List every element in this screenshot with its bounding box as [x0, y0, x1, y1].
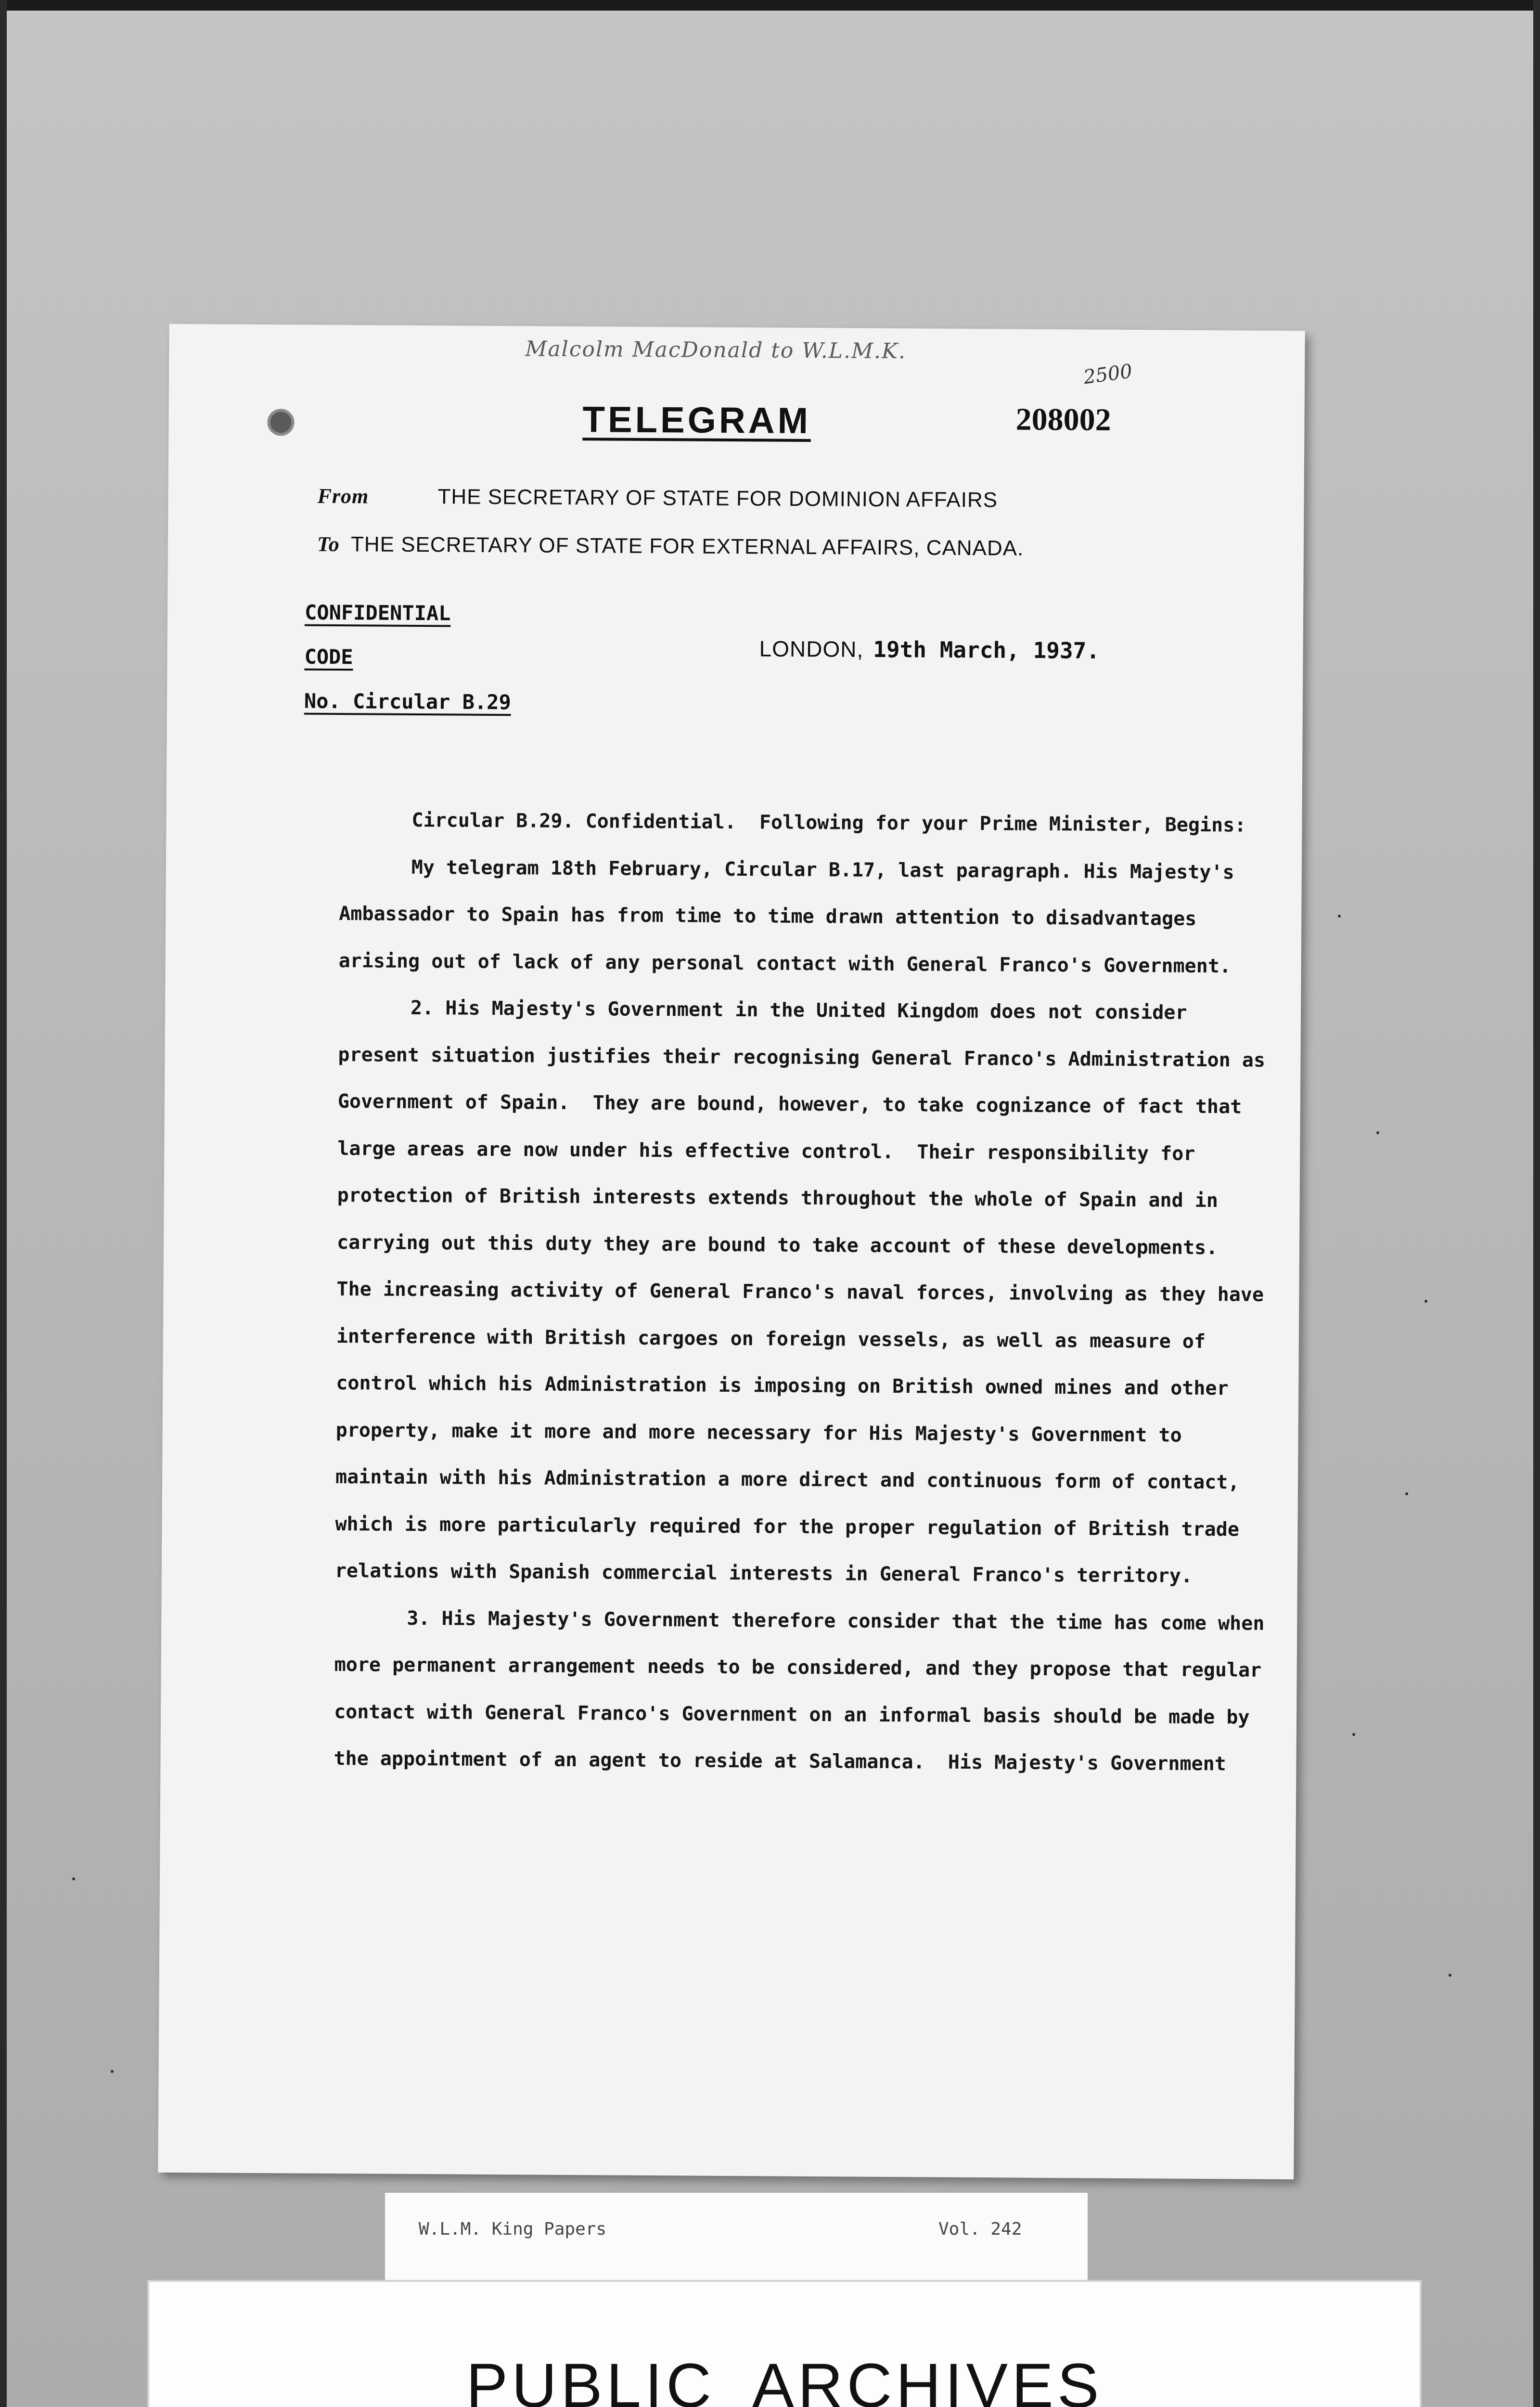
paragraph-intro: Circular B.29. Confidential. Following for your Prime Minister, Begins:: [411, 809, 1246, 837]
circular-number: No. Circular B.29: [304, 689, 511, 714]
classification-label: CONFIDENTIAL: [304, 600, 451, 625]
dust-speck: [1376, 1131, 1379, 1134]
film-border-top: [0, 0, 1540, 11]
handwritten-annotation-margin: 2500: [1082, 360, 1134, 389]
telegram-page: [158, 324, 1305, 2179]
place-date: [759, 635, 1100, 663]
dust-speck: [1338, 915, 1341, 918]
code-label: CODE: [304, 645, 353, 669]
telegram-title: TELEGRAM: [582, 399, 811, 441]
film-border-left: [0, 0, 7, 2407]
from-prefix: From: [317, 484, 369, 508]
dust-speck: [1449, 1974, 1451, 1977]
paragraph-2: 2. His Majesty's Government in the United Kingdom does not consider present situation justifies their recognising General Franco's Administration as Government of Spain. They are bound, however, to take cognizance of fact that large areas are now under his effective control. Their responsibility for protection of British interests extends throughout the whole of Spain and in carrying out this duty they are bound to take account of these developments. The increasing activity of General Franco's naval forces, involving as they have interference with British cargoes on foreign vessels, as well as measure of control which his Administration is imposing on British owned mines and other property, make it more and more necessary for His Majesty's Government to maintain with his Administration a more direct and continuous form of contact, which is more particularly required for the proper regulation of British trade relations with Spanish commercial interests in General Franco's territory.: [334, 996, 1277, 1587]
archive-name-english: PUBLIC ARCHIVES: [466, 2350, 1103, 2407]
telegram-body: [334, 797, 1277, 1788]
film-border-right: [1533, 0, 1540, 2407]
from-line: [317, 484, 998, 513]
to-line: [317, 532, 1024, 561]
to-prefix: To: [317, 532, 340, 556]
from-sender: THE SECRETARY OF STATE FOR DOMINION AFFAIRS: [437, 485, 998, 512]
dust-speck: [1405, 1492, 1408, 1495]
classification-block: [304, 599, 512, 734]
dust-speck: [72, 1877, 75, 1880]
paragraph-3: 3. His Majesty's Government therefore consider that the time has come when more permanent arrangement needs to be considered, and they propose that regular contact with General Franco's Government on an informal basis should be made by the appointment of an agent to reside at Salamanca. His Majesty's Government: [334, 1607, 1276, 1775]
handwritten-annotation-top: Malcolm MacDonald to W.L.M.K.: [525, 336, 907, 364]
dust-speck: [111, 2070, 114, 2073]
to-recipient: THE SECRETARY OF STATE FOR EXTERNAL AFFAIRS, CANADA.: [350, 532, 1024, 560]
place: LONDON,: [759, 636, 864, 662]
paragraph-1: My telegram 18th February, Circular B.17, last paragraph. His Majesty's Ambassador to Spain has from time to time drawn attention to disadvantages arising out of lack of any personal contact with General Franco's Government.: [338, 856, 1246, 977]
volume-number: Vol. 242: [938, 2219, 1022, 2239]
dust-speck: [1352, 1733, 1355, 1736]
date: 19th March, 1937.: [873, 636, 1100, 664]
dust-speck: [1424, 1300, 1427, 1303]
document-number: 208002: [1015, 401, 1111, 438]
collection-label: [385, 2193, 1088, 2282]
punch-hole: [267, 409, 294, 436]
collection-name: W.L.M. King Papers: [419, 2219, 607, 2239]
archive-card: [149, 2282, 1420, 2407]
